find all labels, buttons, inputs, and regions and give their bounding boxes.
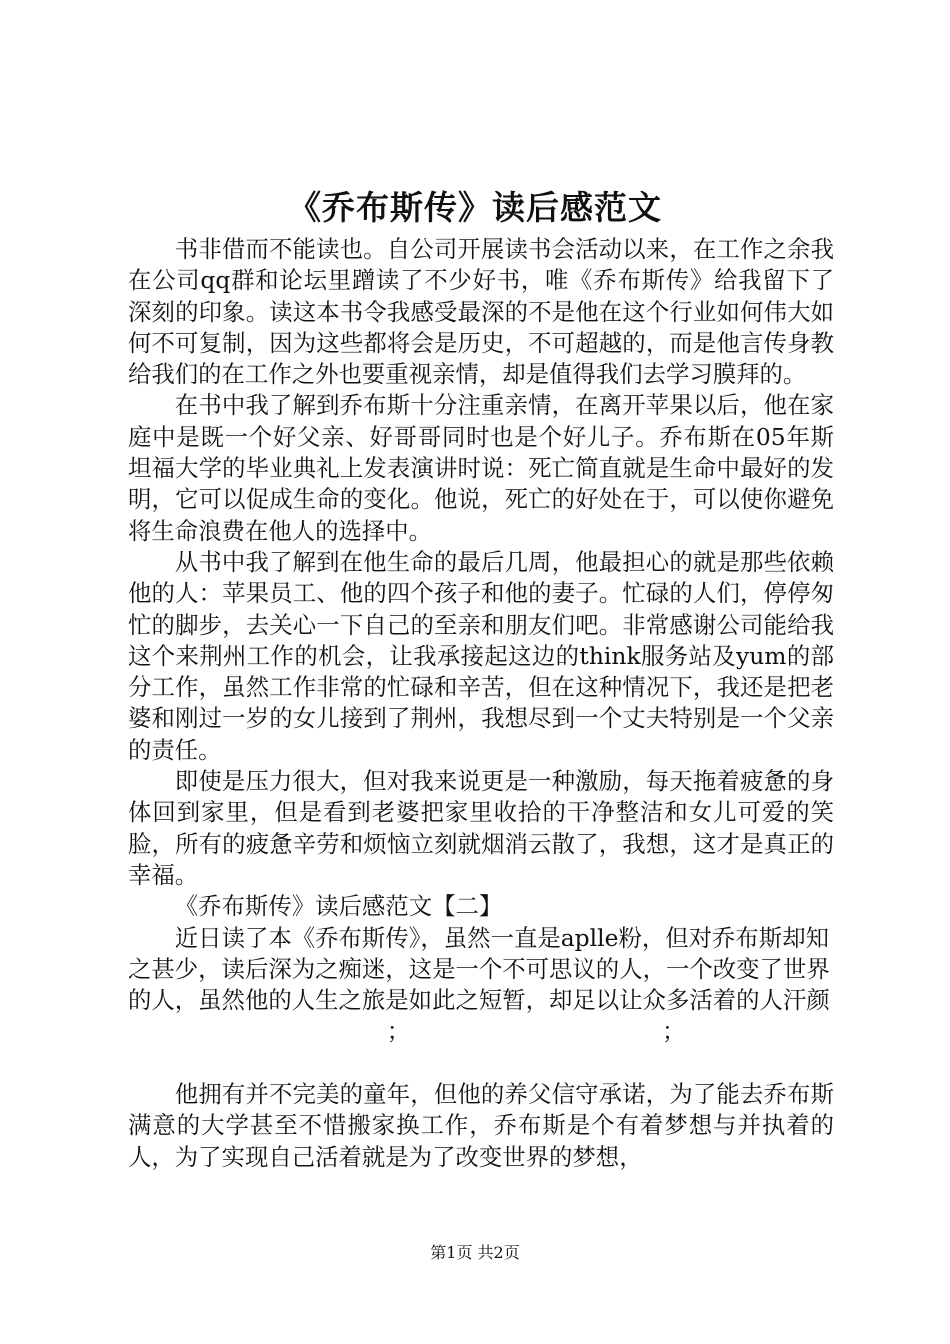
semicolon-mark: ；: [661, 1017, 686, 1046]
paragraph-1: 书非借而不能读也。自公司开展读书会活动以来，在工作之余我在公司qq群和论坛里蹭读了不少好书，唯《乔布斯传》给我留下了深刻的印象。读这本书令我感受最深的不是他在这个行业如何伟大如何不可复制，因为这些都将会是历史，不可超越的，而是他言传身教给我们的在工作之外也要重视亲情，却是值得我们去学习膜拜的。: [128, 235, 834, 389]
document-body: [128, 234, 834, 1173]
blank-line: [128, 1048, 834, 1079]
paragraph-3: 从书中我了解到在他生命的最后几周，他最担心的就是那些依赖他的人：苹果员工、他的四个孩子和他的妻子。忙碌的人们，停停匆忙的脚步，去关心一下自己的至亲和朋友们吧。非常感谢公司能给我这个来荆州工作的机会，让我承接起这边的think服务站及yum的部分工作，虽然工作非常的忙碌和辛苦，但在这种情况下，我还是把老婆和刚过一岁的女儿接到了荆州，我想尽到一个丈夫特别是一个父亲的责任。: [128, 547, 834, 764]
page-number-footer: 第1页 共2页: [430, 1243, 520, 1262]
paragraph-5: [128, 923, 834, 1048]
paragraph-4: 即使是压力很大，但对我来说更是一种激励，每天拖着疲惫的身体回到家里，但是看到老婆把家里收拾的干净整洁和女儿可爱的笑脸，所有的疲惫辛劳和烦恼立刻就烟消云散了，我想，这才是真正的幸福。: [128, 767, 834, 889]
paragraph-5-text: 近日读了本《乔布斯传》，虽然一直是aplle粉，但对乔布斯却知之甚少，读后深为之痴迷，这是一个不可思议的人，一个改变了世界的人，虽然他的人生之旅是如此之短暂，却足以让众多活着的人汗颜: [128, 923, 830, 1015]
paragraph-2: 在书中我了解到乔布斯十分注重亲情，在离开苹果以后，他在家庭中是既一个好父亲、好哥哥同时也是个好儿子。乔布斯在05年斯坦福大学的毕业典礼上发表演讲时说：死亡简直就是生命中最好的发明，它可以促成生命的变化。他说，死亡的好处在于，可以使你避免将生命浪费在他人的选择中。: [128, 391, 834, 545]
document-title: 《乔布斯传》读后感范文: [288, 188, 662, 227]
section-subheading: 《乔布斯传》读后感范文【二】: [174, 892, 503, 921]
semicolon-mark: ；: [386, 1017, 411, 1046]
paragraph-6: 他拥有并不完美的童年，但他的养父信守承诺，为了能去乔布斯满意的大学甚至不惜搬家换工作，乔布斯是个有着梦想与并执着的人，为了实现自己活着就是为了改变世界的梦想，: [128, 1080, 834, 1171]
